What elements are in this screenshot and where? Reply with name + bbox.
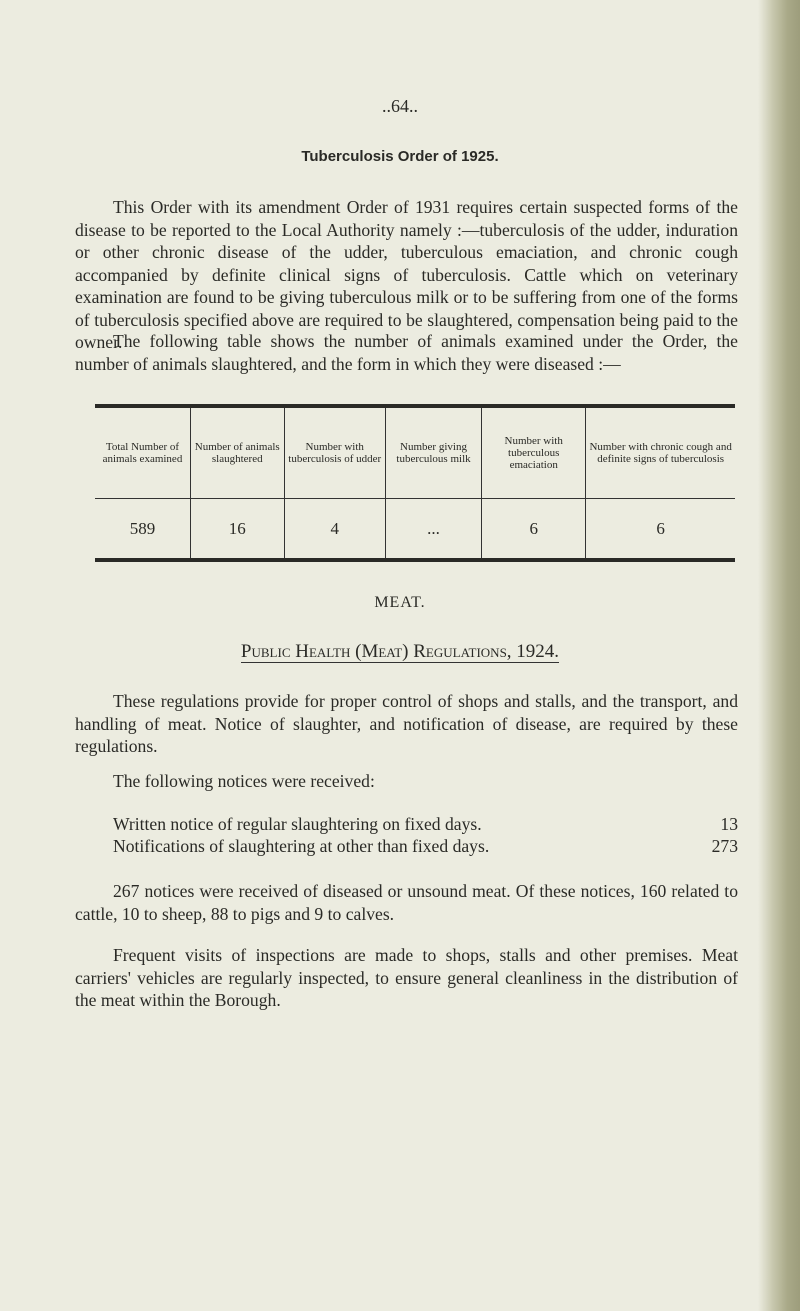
cell: 6 [586, 499, 735, 561]
cell: 589 [95, 499, 190, 561]
col-header: Number with chronic cough and definite signs of tuberculosis [586, 406, 735, 499]
cell: 16 [190, 499, 284, 561]
notice-label: Written notice of regular slaughtering on fixed days. [113, 814, 482, 834]
meat-heading: MEAT. [374, 594, 426, 611]
paragraph-order: This Order with its amendment Order of 1931 requires certain suspected forms of the disease to be reported to the Local Authority namely :—tuberculosis of the udder, induration or other chronic disease of the udder, tuberculous emaciation, and chronic cough accompanied by definite clinical signs of tuberculosis. Cattle which on veterinary examination are found to be giving tuberculous milk or to be suffering from one of the forms of tuberculosis specified above are required to be slaughtered, compensation being paid to the owner. [75, 197, 738, 352]
paragraph-inspections: Frequent visits of inspections are made to shops, stalls and other premises. Meat carriers' vehicles are regularly inspected, to ensure general cleanliness in the distribution of the meat within the Borough. [75, 945, 738, 1010]
paragraph-regulations: These regulations provide for proper control of shops and stalls, and the transport, and handling of meat. Notice of slaughter, and notification of disease, are required by these regulations. [75, 691, 738, 756]
col-header: Number giving tuberculous milk [385, 406, 481, 499]
paragraph-diseased-meat: 267 notices were received of diseased or unsound meat. Of these notices, 160 related to cattle, 10 to sheep, 88 to pigs and 9 to calves. [75, 881, 738, 924]
cell: 4 [284, 499, 385, 561]
notice-value: 273 [711, 836, 738, 856]
section-title: Tuberculosis Order of 1925. [301, 148, 499, 165]
table-header-row [95, 406, 735, 499]
regulations-heading-text: Public Health (Meat) Regulations, 1924. [240, 641, 560, 662]
col-header: Number with tuberculosis of udder [284, 406, 385, 499]
tuberculosis-table [95, 404, 735, 562]
notice-row [113, 814, 738, 835]
col-header: Number with tuberculous emaciation [482, 406, 586, 499]
notice-row [113, 836, 738, 857]
table-row [95, 499, 735, 561]
col-header: Total Number of animals examined [102, 441, 183, 465]
regulations-heading [0, 641, 800, 663]
cell: ... [385, 499, 481, 561]
page-number: ..64.. [382, 96, 418, 116]
paragraph-notices-intro: The following notices were received: [113, 771, 375, 791]
notice-value: 13 [720, 814, 738, 834]
paragraph-table-intro: The following table shows the number of animals examined under the Order, the number of animals slaughtered, and the form in which they were diseased :— [75, 331, 738, 374]
col-header: Number of animals slaughtered [190, 406, 284, 499]
cell: 6 [482, 499, 586, 561]
notice-label: Notifications of slaughtering at other than fixed days. [113, 836, 490, 856]
